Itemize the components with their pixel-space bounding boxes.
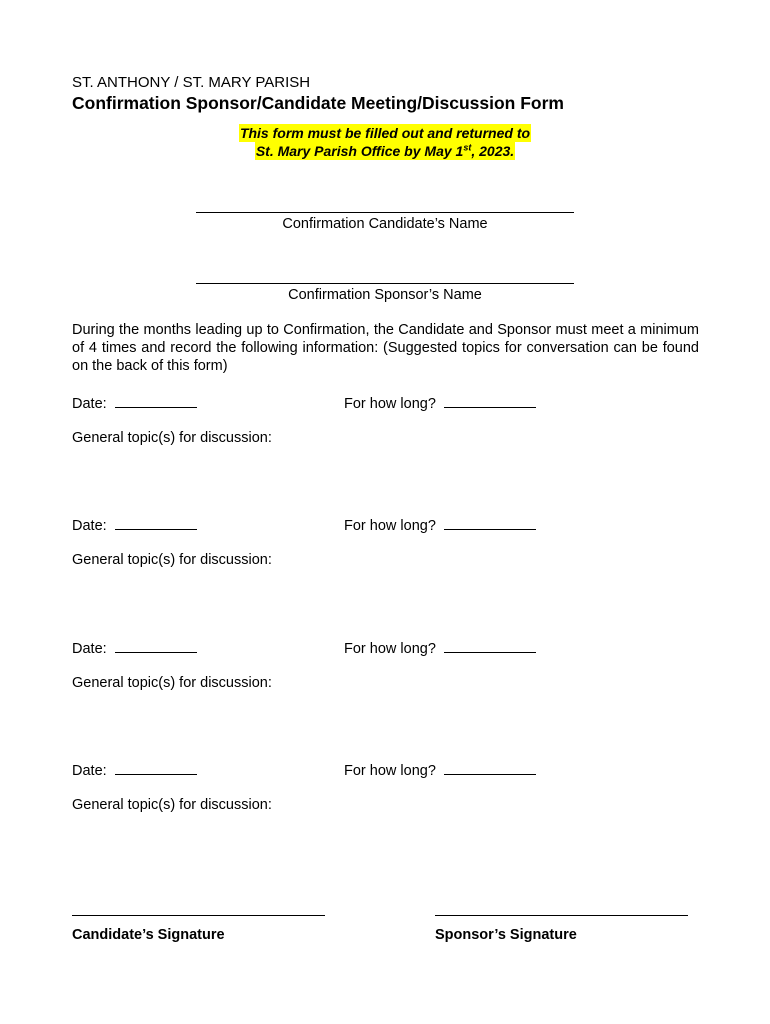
date-label: Date: [72,396,107,412]
meeting-3-date [72,640,197,657]
notice-year: , 2023. [471,143,515,159]
meeting-4-topics-label: General topic(s) for discussion: [72,797,272,813]
meeting-4-duration [344,762,536,779]
sponsor-signature-label: Sponsor’s Signature [435,927,577,943]
meeting-4-duration-field[interactable] [444,762,536,775]
form-title: Confirmation Sponsor/Candidate Meeting/Discussion Form [72,93,564,113]
meeting-3-duration [344,640,536,657]
date-label: Date: [72,518,107,534]
meeting-2-duration-field[interactable] [444,517,536,530]
meeting-1-date-field[interactable] [115,395,197,408]
sponsor-signature-field[interactable] [435,915,688,916]
notice-deadline: St. Mary Parish Office by May 1 [255,143,464,159]
duration-label: For how long? [344,518,436,534]
meeting-2-topics-label: General topic(s) for discussion: [72,552,272,568]
sponsor-name-field[interactable] [196,283,574,284]
meeting-1-topics-label: General topic(s) for discussion: [72,430,272,446]
meeting-4-date [72,762,197,779]
candidate-name-label: Confirmation Candidate’s Name [282,216,488,232]
candidate-name-field[interactable] [196,212,574,213]
meeting-3-topics-label: General topic(s) for discussion: [72,675,272,691]
meeting-1-duration-field[interactable] [444,395,536,408]
meeting-4-date-field[interactable] [115,762,197,775]
duration-label: For how long? [344,641,436,657]
candidate-signature-field[interactable] [72,915,325,916]
meeting-2-date-field[interactable] [115,517,197,530]
notice-text-2 [255,142,515,160]
duration-label: For how long? [344,763,436,779]
meeting-2-date [72,517,197,534]
notice-text-1: This form must be filled out and returned to [239,125,531,141]
meeting-2-duration [344,517,536,534]
duration-label: For how long? [344,396,436,412]
date-label: Date: [72,763,107,779]
instructions-paragraph: During the months leading up to Confirmation, the Candidate and Sponsor must meet a minimum of 4 times and record the following information: (Suggested topics for conversation can be found on the back of this form) [72,322,699,374]
notice-line-2 [0,143,770,159]
sponsor-name-label: Confirmation Sponsor’s Name [288,287,482,303]
meeting-1-date [72,395,197,412]
meeting-3-date-field[interactable] [115,640,197,653]
date-label: Date: [72,641,107,657]
notice-line-1 [0,125,770,141]
parish-name: ST. ANTHONY / ST. MARY PARISH [72,74,311,91]
notice-ordinal: st [463,142,472,153]
meeting-1-duration [344,395,536,412]
meeting-3-duration-field[interactable] [444,640,536,653]
candidate-signature-label: Candidate’s Signature [72,927,225,943]
